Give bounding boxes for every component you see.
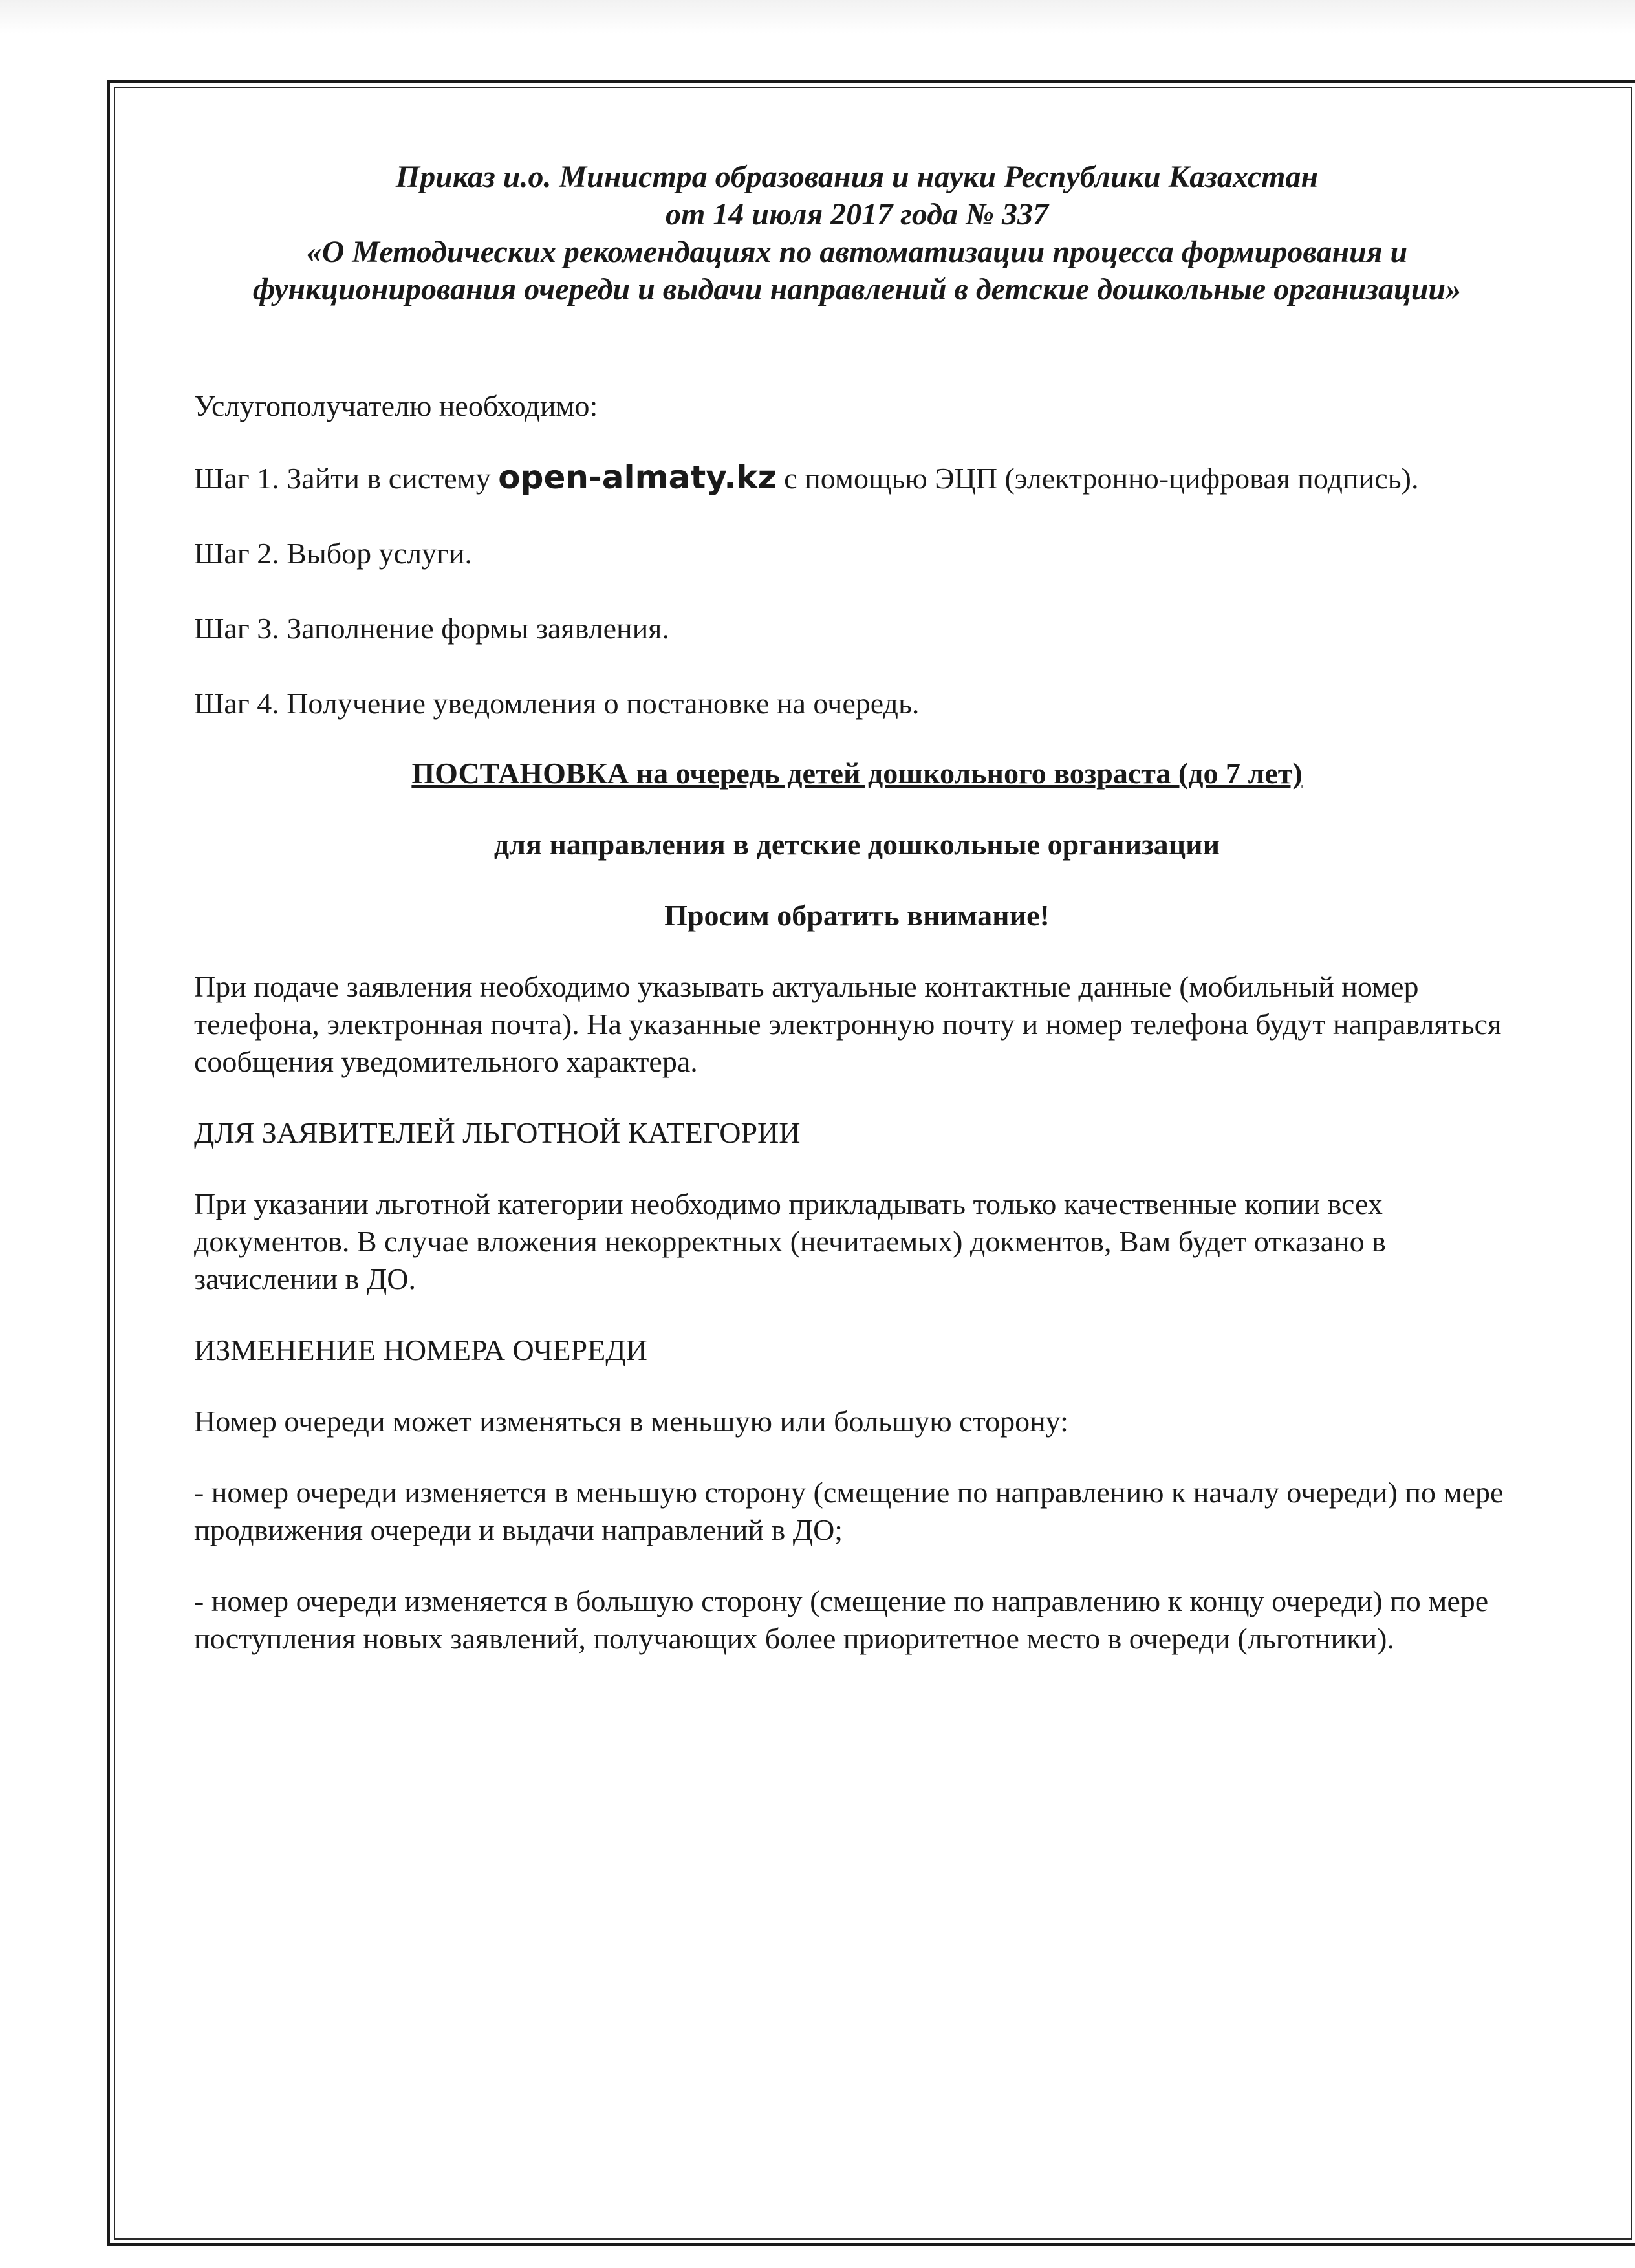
sub-heading: для направления в детские дошкольные организации — [493, 828, 1220, 861]
step-3: Шаг 3. Заполнение формы заявления. — [194, 612, 669, 645]
step-1 — [194, 459, 1520, 497]
step-1-prefix: Шаг 1. Зайти в систему — [194, 462, 491, 495]
main-heading — [194, 755, 1520, 792]
step-2: Шаг 2. Выбор услуги. — [194, 537, 473, 570]
privileged-title: ДЛЯ ЗАЯВИТЕЛЕЙ ЛЬГОТНОЙ КАТЕГОРИИ — [194, 1116, 801, 1149]
queue-change-intro: Номер очереди может изменяться в меньшую или большую сторону: — [194, 1405, 1068, 1438]
intro-text: Услугополучателю необходимо: — [194, 389, 598, 422]
order-subject-line2: функционирования очереди и выдачи направлений в детские дошкольные организации» — [252, 272, 1462, 307]
order-title: Приказ и.о. Министра образования и науки Республики Казахстан — [395, 160, 1319, 194]
privileged-text: При указании льготной категории необходимо прикладывать только качественные копии всех документов. В случае вложения некорректных (нечитаемых) докментов, Вам будет отказано в зачислении в ДО. — [194, 1187, 1386, 1295]
queue-change-item-2: - номер очереди изменяется в большую сторону (смещение по направлению к концу очереди) по мере поступления новых заявлений, получающих более приоритетное место в очереди (льготники). — [194, 1584, 1489, 1655]
step-1-suffix: с помощью ЭЦП (электронно-цифровая подпись). — [784, 462, 1419, 495]
contacts-paragraph: При подаче заявления необходимо указывать актуальные контактные данные (мобильный номер телефона, электронная почта). На указанные электронную почту и номер телефона будут направляться сообщения уведомительного характера. — [194, 970, 1502, 1078]
main-heading-text: ПОСТАНОВКА на очередь детей дошкольного возраста (до 7 лет) — [411, 757, 1303, 790]
document-body — [194, 158, 1520, 1691]
scan-edge — [0, 0, 1635, 34]
site-name: open-almaty.kz — [498, 459, 777, 496]
attention-heading: Просим обратить внимание! — [664, 899, 1050, 932]
queue-change-title: ИЗМЕНЕНИЕ НОМЕРА ОЧЕРЕДИ — [194, 1334, 647, 1366]
order-date: от 14 июля 2017 года № 337 — [665, 197, 1049, 232]
order-header — [194, 158, 1520, 308]
queue-change-item-1: - номер очереди изменяется в меньшую сторону (смещение по направлению к началу очереди) по мере продвижения очереди и выдачи направлений в ДО; — [194, 1476, 1504, 1546]
order-subject-line1: «О Методических рекомендациях по автоматизации процесса формирования и — [306, 235, 1408, 269]
step-4: Шаг 4. Получение уведомления о постановке на очередь. — [194, 687, 920, 720]
